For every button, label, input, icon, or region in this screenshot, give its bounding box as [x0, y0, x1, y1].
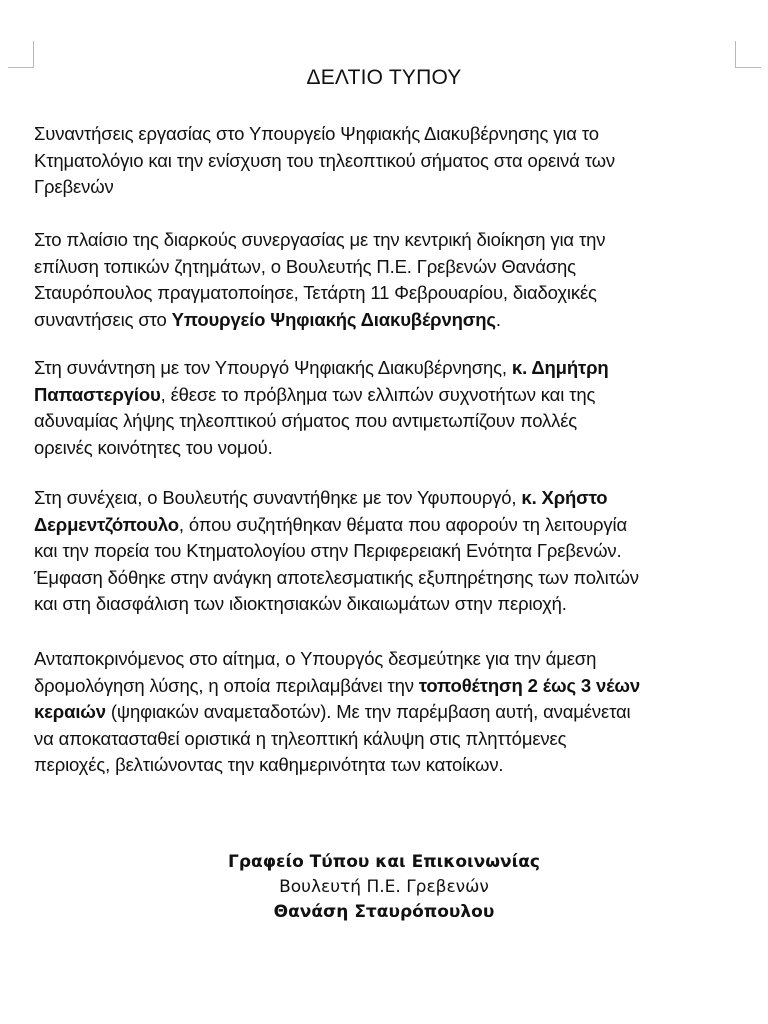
headline-line: Γρεβενών: [34, 176, 114, 197]
text-line: αδυναμίας λήψης τηλεοπτικού σήματος που αντιμετωπίζουν πολλές: [34, 410, 578, 431]
text-line: [34, 673, 744, 700]
text-line: Έμφαση δόθηκε στην ανάγκη αποτελεσματικής εξυπηρέτησης των πολιτών: [34, 566, 639, 588]
bold-minister-surname: Παπαστεργίου: [34, 383, 161, 405]
text-span: (ψηφιακών αναμεταδοτών). Με την παρέμβαση αυτή, αναμένεται: [105, 701, 631, 722]
text-line: [34, 699, 744, 726]
signature-name: Θανάση Σταυρόπουλου: [273, 902, 495, 922]
page-corner-mark-right: [735, 41, 761, 68]
signature-office: Γραφείο Τύπου και Επικοινωνίας: [228, 852, 540, 872]
paragraph-minister-meeting: [34, 355, 744, 461]
text-line: [34, 382, 744, 409]
paragraph-commitment: [34, 646, 744, 779]
text-line: [34, 512, 744, 539]
signature-role: Βουλευτή Π.Ε. Γρεβενών: [279, 877, 489, 897]
text-line: Ανταποκρινόμενος στο αίτημα, ο Υπουργός δεσμεύτηκε για την άμεση: [34, 648, 597, 669]
text-line: [34, 307, 744, 334]
headline-line: Συναντήσεις εργασίας στο Υπουργείο Ψηφιακής Διακυβέρνησης για το: [34, 123, 599, 144]
text-line: [34, 485, 744, 512]
paragraph-deputy-minister-meeting: [34, 485, 744, 618]
text-line: περιοχές, βελτιώνοντας την καθημερινότητα των κατοίκων.: [34, 754, 504, 775]
text-span: δρομολόγηση λύσης, η οποία περιλαμβάνει την: [34, 674, 419, 696]
bold-minister-name: κ. Δημήτρη: [511, 357, 609, 378]
bold-antennas: τοποθέτηση 2 έως 3 νέων: [418, 674, 640, 696]
paragraph-intro: [34, 227, 744, 333]
text-span: Στη συνέχεια, ο Βουλευτής συναντήθηκε με τον Υφυπουργό,: [34, 487, 522, 508]
page-corner-mark-left: [8, 41, 34, 68]
bold-antennas-cont: κεραιών: [34, 701, 106, 722]
bold-deputy-surname: Δερμεντζόπουλο: [34, 513, 179, 535]
text-span: συναντήσεις στο: [34, 308, 172, 330]
text-line: [34, 355, 744, 382]
text-line: επίλυση τοπικών ζητημάτων, ο Βουλευτής Π.Ε. Γρεβενών Θανάσης: [34, 255, 576, 277]
text-line: και την πορεία του Κτηματολογίου στην Περιφερειακή Ενότητα Γρεβενών.: [34, 540, 622, 561]
headline: [34, 121, 744, 201]
document-title: ΔΕΛΤΙΟ ΤΥΠΟΥ: [306, 66, 462, 89]
bold-deputy-name: κ. Χρήστο: [521, 487, 608, 508]
bold-ministry: Υπουργείο Ψηφιακής Διακυβέρνησης: [171, 308, 496, 330]
text-line: να αποκατασταθεί οριστικά η τηλεοπτική κάλυψη στις πληττόμενες: [34, 727, 567, 749]
text-line: και στη διασφάλιση των ιδιοκτησιακών δικαιωμάτων στην περιοχή.: [34, 593, 567, 614]
text-span: .: [495, 308, 501, 330]
text-line: Στο πλαίσιο της διαρκούς συνεργασίας με την κεντρική διοίκηση για την: [34, 229, 606, 250]
text-span: , όπου συζητήθηκαν θέματα που αφορούν τη λειτουργία: [178, 513, 628, 535]
text-line: ορεινές κοινότητες του νομού.: [34, 436, 273, 458]
headline-line: Κτηματολόγιο και την ενίσχυση του τηλεοπτικού σήματος στα ορεινά των: [34, 149, 615, 171]
text-line: Σταυρόπουλος πραγματοποίησε, Τετάρτη 11 Φεβρουαρίου, διαδοχικές: [34, 282, 597, 303]
text-span: Στη συνάντηση με τον Υπουργό Ψηφιακής Διακυβέρνησης,: [34, 357, 512, 378]
signature-block: [0, 850, 768, 925]
text-span: , έθεσε το πρόβλημα των ελλιπών συχνοτήτων και της: [160, 383, 596, 405]
